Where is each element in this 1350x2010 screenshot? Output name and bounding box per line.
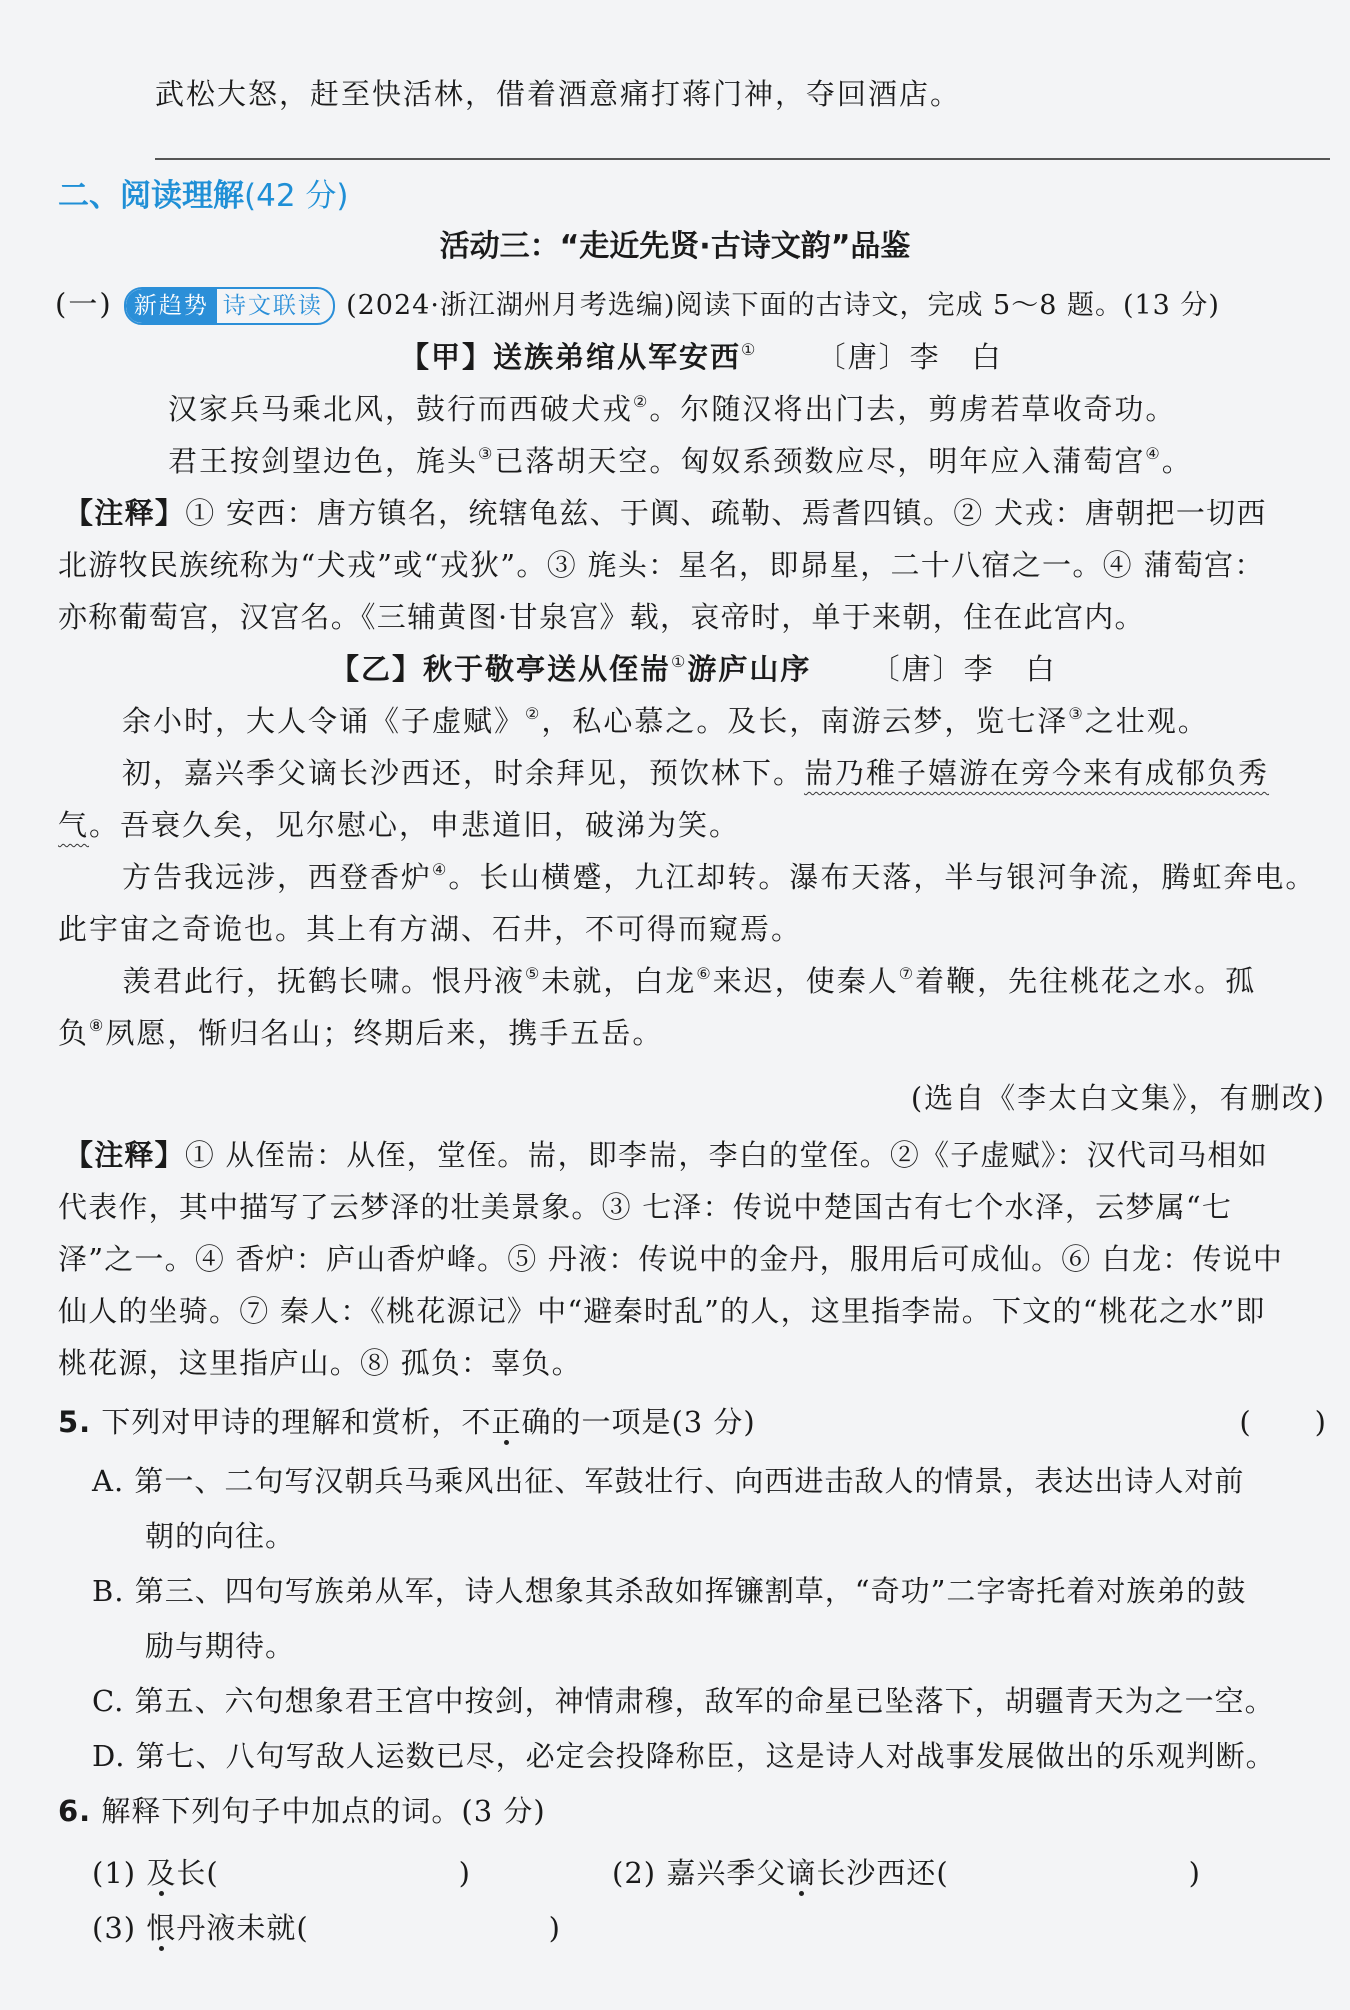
prose-p4c: 来迟，使秦人	[712, 964, 899, 998]
q6-item1-label: (1)	[92, 1856, 137, 1890]
prose-p4-note4: ⑧	[89, 1016, 106, 1035]
poem-l2c: 。	[1161, 444, 1193, 478]
note1-line3: 亦称葡萄宫，汉宫名。《三辅黄图·甘泉宫》载，哀帝时，单于来朝，住在此宫内。	[58, 600, 1145, 634]
prose-p2b: 。吾衰久矣，见尔慰心，申悲道旧，破涕为笑。	[89, 808, 741, 842]
note2-label: 【注释】	[64, 1138, 185, 1172]
note2-line3: 泽”之一。④ 香炉：庐山香炉峰。⑤ 丹液：传说中的金丹，服用后可成仙。⑥ 白龙：传说中	[58, 1242, 1284, 1276]
q6-number: 6.	[58, 1794, 92, 1828]
trend-badge	[124, 287, 335, 325]
q6-item2-dotted: 谪	[786, 1856, 817, 1890]
prose-p1b: ，私心慕之。及长，南游云梦，览七泽	[541, 704, 1069, 738]
activity-title: 活动三：“走近先贤·古诗文韵”品鉴	[439, 229, 911, 264]
note2-line4: 仙人的坐骑。⑦ 秦人：《桃花源记》中“避秦时乱”的人，这里指李耑。下文的“桃花之水”即	[58, 1294, 1266, 1328]
prose-p2-line2	[58, 797, 740, 853]
prose-title: 【乙】秋于敬亭送从侄耑	[330, 652, 672, 686]
q6-stem	[58, 1783, 546, 1839]
poem-line-1	[168, 381, 1176, 437]
poem-title-note: ①	[741, 340, 758, 359]
note2-line5: 桃花源，这里指庐山。⑧ 孤负：辜负。	[58, 1346, 582, 1380]
q5-option-b-line2: 励与期待。	[145, 1629, 296, 1663]
q6-item2-blank[interactable]: 长沙西还( )	[816, 1856, 1201, 1890]
q5-option-a-line2: 朝的向往。	[145, 1519, 296, 1553]
prose-p1-note2: ③	[1068, 704, 1085, 723]
prose-author: 〔唐〕李 白	[870, 652, 1057, 686]
divider	[155, 158, 1330, 160]
q6-item3-label: (3)	[92, 1911, 137, 1945]
section-points: (42 分)	[244, 178, 349, 214]
q5-option-a-line1[interactable]: A. 第一、二句写汉朝兵马乘风出征、军鼓壮行、向西进击敌人的情景，表达出诗人对前	[92, 1464, 1245, 1498]
poem-l1a: 汉家兵马乘北风，鼓行而西破犬戎	[168, 392, 634, 426]
prose-p1c: 之壮观。	[1084, 704, 1209, 738]
q5-answer-paren[interactable]: ( )	[1239, 1405, 1328, 1439]
section-title	[58, 174, 349, 218]
prose-p4f: 夙愿，惭归名山；终期后来，携手五岳。	[105, 1016, 664, 1050]
prose-p2-wavy2: 气	[58, 808, 90, 842]
prose-p4-note2: ⑥	[696, 964, 713, 983]
prose-p4-line2	[58, 1005, 663, 1061]
poem-l2a: 君王按剑望边色，旄头	[168, 444, 479, 478]
note1-line2: 北游牧民族统称为“犬戎”或“戎狄”。③ 旄头：星名，即昴星，二十八宿之一。④ 蒲萄宫：	[58, 548, 1265, 582]
section-title-text: 二、阅读理解	[58, 178, 244, 214]
q6-item-3	[92, 1900, 561, 1956]
prose-p2-line1	[122, 745, 1269, 801]
badge-new-trend: 新趋势	[126, 289, 217, 323]
prose-p1-note: ②	[525, 704, 542, 723]
prose-p3-line1	[122, 849, 1316, 905]
prose-p4-line1	[122, 953, 1256, 1009]
prose-p3-line2: 此宇宙之奇诡也。其上有方湖、石井，不可得而窥焉。	[58, 912, 803, 946]
poem-line-2	[168, 433, 1193, 489]
prose-p4a: 羡君此行，抚鹤长啸。恨丹液	[122, 964, 526, 998]
q5-stem-b: 的一项是(3 分)	[551, 1405, 756, 1439]
prose-source: (选自《李太白文集》，有删改)	[910, 1081, 1326, 1115]
poem-author: 〔唐〕李 白	[816, 340, 1003, 374]
q5-option-c[interactable]: C. 第五、六句想象君王宫中按剑，神情肃穆，敌军的命星已坠落下，胡疆青天为之一空。	[92, 1684, 1275, 1718]
prose-title-line	[330, 641, 1057, 697]
note2-line2: 代表作，其中描写了云梦泽的壮美景象。③ 七泽：传说中楚国古有七个水泽，云梦属“七	[58, 1190, 1233, 1224]
poem-title-line	[400, 329, 1003, 385]
part1-label: (一)	[55, 287, 113, 321]
poem-l2-note2: ④	[1145, 444, 1162, 463]
q6-item1-blank[interactable]: 长( )	[176, 1856, 471, 1890]
poem-l2-note: ③	[478, 444, 495, 463]
q6-item2-label: (2)	[612, 1856, 657, 1890]
note1-label: 【注释】	[64, 496, 186, 530]
poem-l1-note: ②	[633, 392, 650, 411]
part1-line	[55, 276, 1220, 334]
q6-item3-dotted: 恨	[146, 1911, 177, 1945]
q5-emphasis	[461, 1405, 551, 1439]
prose-title-note: ①	[671, 652, 688, 671]
prose-title-b: 游庐山序	[687, 652, 812, 686]
q6-stem-text: 解释下列句子中加点的词。(3 分)	[101, 1794, 546, 1828]
note2-line1	[64, 1127, 1268, 1183]
poem-title: 【甲】送族弟绾从军安西	[400, 340, 742, 374]
prose-p1	[122, 693, 1209, 749]
badge-poem-prose: 诗文联读	[222, 293, 323, 319]
prose-p3a: 方告我远涉，西登香炉	[122, 860, 433, 894]
poem-l2b: 已落胡天空。匈奴系颈数应尽，明年应入蒲萄宫	[494, 444, 1146, 478]
poem-l1b: 。尔随汉将出门去，剪虏若草收奇功。	[649, 392, 1177, 426]
q5-number: 5.	[58, 1405, 92, 1439]
note1-line1	[64, 485, 1267, 541]
q5-option-d[interactable]: D. 第七、八句写敌人运数已尽，必定会投降称臣，这是诗人对战事发展做出的乐观判断。	[92, 1739, 1276, 1773]
top-line: 武松大怒，赶至快活林，借着酒意痛打蒋门神，夺回酒店。	[155, 77, 962, 111]
prose-p4d: 着鞭，先往桃花之水。孤	[915, 964, 1257, 998]
q5-dotted-words: 不正确	[461, 1405, 552, 1439]
q6-item3-blank[interactable]: 丹液未就( )	[176, 1911, 561, 1945]
prose-p4-note3: ⑦	[898, 964, 916, 983]
prose-p2-wavy1: 耑乃稚子嬉游在旁今来有成郁负秀	[804, 756, 1270, 790]
prose-p2a: 初，嘉兴季父谪长沙西还，时余拜见，预饮林下。	[122, 756, 805, 790]
q6-item1-dotted: 及	[146, 1856, 177, 1890]
q5-stem-a: 下列对甲诗的理解和赏析，	[101, 1405, 462, 1439]
q6-item2-pre: 嘉兴季父	[666, 1856, 787, 1890]
prose-p3-note: ④	[432, 860, 449, 879]
note2-text1: ① 从侄耑：从侄，堂侄。耑，即李耑，李白的堂侄。②《子虚赋》：汉代司马相如	[184, 1138, 1268, 1172]
prose-p3b: 。长山横蹙，九江却转。瀑布天落，半与银河争流，腾虹奔电。	[448, 860, 1317, 894]
q6-item-1	[92, 1845, 471, 1901]
q5-option-b-line1[interactable]: B. 第三、四句写族弟从军，诗人想象其杀敌如挥镰割草，“奇功”二字寄托着对族弟的鼓	[92, 1574, 1247, 1608]
prose-p4e: 负	[58, 1016, 90, 1050]
q5-stem	[58, 1394, 756, 1450]
prose-p4-note: ⑤	[525, 964, 542, 983]
prose-p1a: 余小时，大人令诵《子虚赋》	[122, 704, 526, 738]
part1-text: (2024·浙江湖州月考选编)阅读下面的古诗文，完成 5～8 题。(13 分)	[346, 290, 1220, 321]
note1-text1: ① 安西：唐方镇名，统辖龟兹、于阗、疏勒、焉耆四镇。② 犬戎：唐朝把一切西	[185, 496, 1267, 530]
prose-p4b: 未就，白龙	[541, 964, 697, 998]
q6-item-2	[612, 1845, 1201, 1901]
